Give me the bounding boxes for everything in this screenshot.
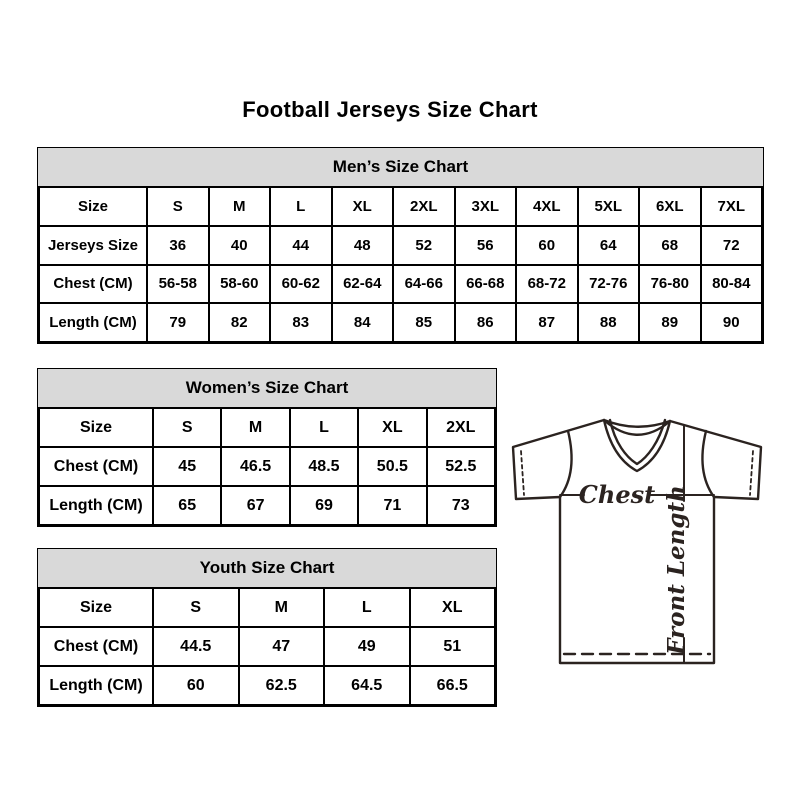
table-row — [39, 486, 495, 525]
youth-size-table — [37, 548, 497, 707]
value-cell: M — [239, 588, 325, 627]
row-label-cell: Chest (CM) — [39, 265, 147, 304]
value-cell: 72-76 — [578, 265, 640, 304]
womens-size-table — [37, 368, 497, 527]
chest-label: Chest — [578, 480, 656, 509]
jersey-collar — [604, 420, 670, 471]
table-row — [39, 447, 495, 486]
value-cell: 90 — [701, 303, 763, 342]
value-cell: 86 — [455, 303, 517, 342]
value-cell: 79 — [147, 303, 209, 342]
value-cell: 85 — [393, 303, 455, 342]
table-row — [39, 627, 495, 666]
value-cell: 56 — [455, 226, 517, 265]
value-cell: M — [221, 408, 289, 447]
value-cell: 4XL — [516, 187, 578, 226]
row-label-cell: Chest (CM) — [39, 627, 153, 666]
value-cell: 88 — [578, 303, 640, 342]
value-cell: 64.5 — [324, 666, 410, 705]
value-cell: 62-64 — [332, 265, 394, 304]
value-cell: 48 — [332, 226, 394, 265]
table-row — [39, 265, 762, 304]
womens-size-table-title: Women’s Size Chart — [38, 369, 496, 407]
mens-size-grid — [38, 186, 763, 343]
row-label-cell: Length (CM) — [39, 666, 153, 705]
row-label-cell: Jerseys Size — [39, 226, 147, 265]
value-cell: 87 — [516, 303, 578, 342]
value-cell: 52 — [393, 226, 455, 265]
value-cell: 2XL — [393, 187, 455, 226]
value-cell: 36 — [147, 226, 209, 265]
value-cell: 64 — [578, 226, 640, 265]
value-cell: XL — [332, 187, 394, 226]
value-cell: 65 — [153, 486, 221, 525]
value-cell: 48.5 — [290, 447, 358, 486]
value-cell: 80-84 — [701, 265, 763, 304]
value-cell: 60-62 — [270, 265, 332, 304]
value-cell: 69 — [290, 486, 358, 525]
row-label-cell: Size — [39, 408, 153, 447]
value-cell: 44 — [270, 226, 332, 265]
value-cell: 50.5 — [358, 447, 426, 486]
row-label-cell: Size — [39, 187, 147, 226]
value-cell: M — [209, 187, 271, 226]
value-cell: 7XL — [701, 187, 763, 226]
value-cell: XL — [358, 408, 426, 447]
value-cell: 47 — [239, 627, 325, 666]
value-cell: 64-66 — [393, 265, 455, 304]
table-row — [39, 666, 495, 705]
value-cell: 67 — [221, 486, 289, 525]
value-cell: 66-68 — [455, 265, 517, 304]
page-title: Football Jerseys Size Chart — [242, 97, 538, 122]
value-cell: 71 — [358, 486, 426, 525]
youth-size-table-title: Youth Size Chart — [38, 549, 496, 587]
value-cell: 2XL — [427, 408, 495, 447]
value-cell: 76-80 — [639, 265, 701, 304]
value-cell: 46.5 — [221, 447, 289, 486]
value-cell: 68-72 — [516, 265, 578, 304]
table-row — [39, 303, 762, 342]
value-cell: 3XL — [455, 187, 517, 226]
value-cell: 56-58 — [147, 265, 209, 304]
table-row — [39, 226, 762, 265]
left-cuff-dashed-line — [521, 451, 524, 495]
value-cell: 40 — [209, 226, 271, 265]
value-cell: S — [153, 588, 239, 627]
value-cell: 60 — [153, 666, 239, 705]
value-cell: S — [147, 187, 209, 226]
value-cell: S — [153, 408, 221, 447]
value-cell: 52.5 — [427, 447, 495, 486]
value-cell: 73 — [427, 486, 495, 525]
value-cell: 6XL — [639, 187, 701, 226]
value-cell: 66.5 — [410, 666, 496, 705]
jersey-measurement-diagram — [500, 400, 780, 690]
value-cell: 68 — [639, 226, 701, 265]
mens-size-table — [37, 147, 764, 344]
table-row — [39, 588, 495, 627]
value-cell: 83 — [270, 303, 332, 342]
mens-size-table-title: Men’s Size Chart — [38, 148, 763, 186]
table-row — [39, 408, 495, 447]
row-label-cell: Chest (CM) — [39, 447, 153, 486]
value-cell: 60 — [516, 226, 578, 265]
value-cell: XL — [410, 588, 496, 627]
value-cell: L — [324, 588, 410, 627]
jersey-body-outline — [560, 497, 714, 663]
value-cell: 62.5 — [239, 666, 325, 705]
value-cell: 44.5 — [153, 627, 239, 666]
front-length-label: Front Length — [663, 485, 690, 655]
table-row — [39, 187, 762, 226]
value-cell: L — [270, 187, 332, 226]
value-cell: 45 — [153, 447, 221, 486]
value-cell: 72 — [701, 226, 763, 265]
value-cell: 49 — [324, 627, 410, 666]
jersey-left-armhole — [560, 431, 572, 497]
value-cell: L — [290, 408, 358, 447]
womens-size-grid — [38, 407, 496, 526]
value-cell: 89 — [639, 303, 701, 342]
row-label-cell: Size — [39, 588, 153, 627]
jersey-right-armhole — [702, 431, 714, 497]
value-cell: 51 — [410, 627, 496, 666]
row-label-cell: Length (CM) — [39, 486, 153, 525]
value-cell: 5XL — [578, 187, 640, 226]
value-cell: 82 — [209, 303, 271, 342]
right-cuff-dashed-line — [750, 451, 753, 495]
value-cell: 58-60 — [209, 265, 271, 304]
value-cell: 84 — [332, 303, 394, 342]
row-label-cell: Length (CM) — [39, 303, 147, 342]
youth-size-grid — [38, 587, 496, 706]
